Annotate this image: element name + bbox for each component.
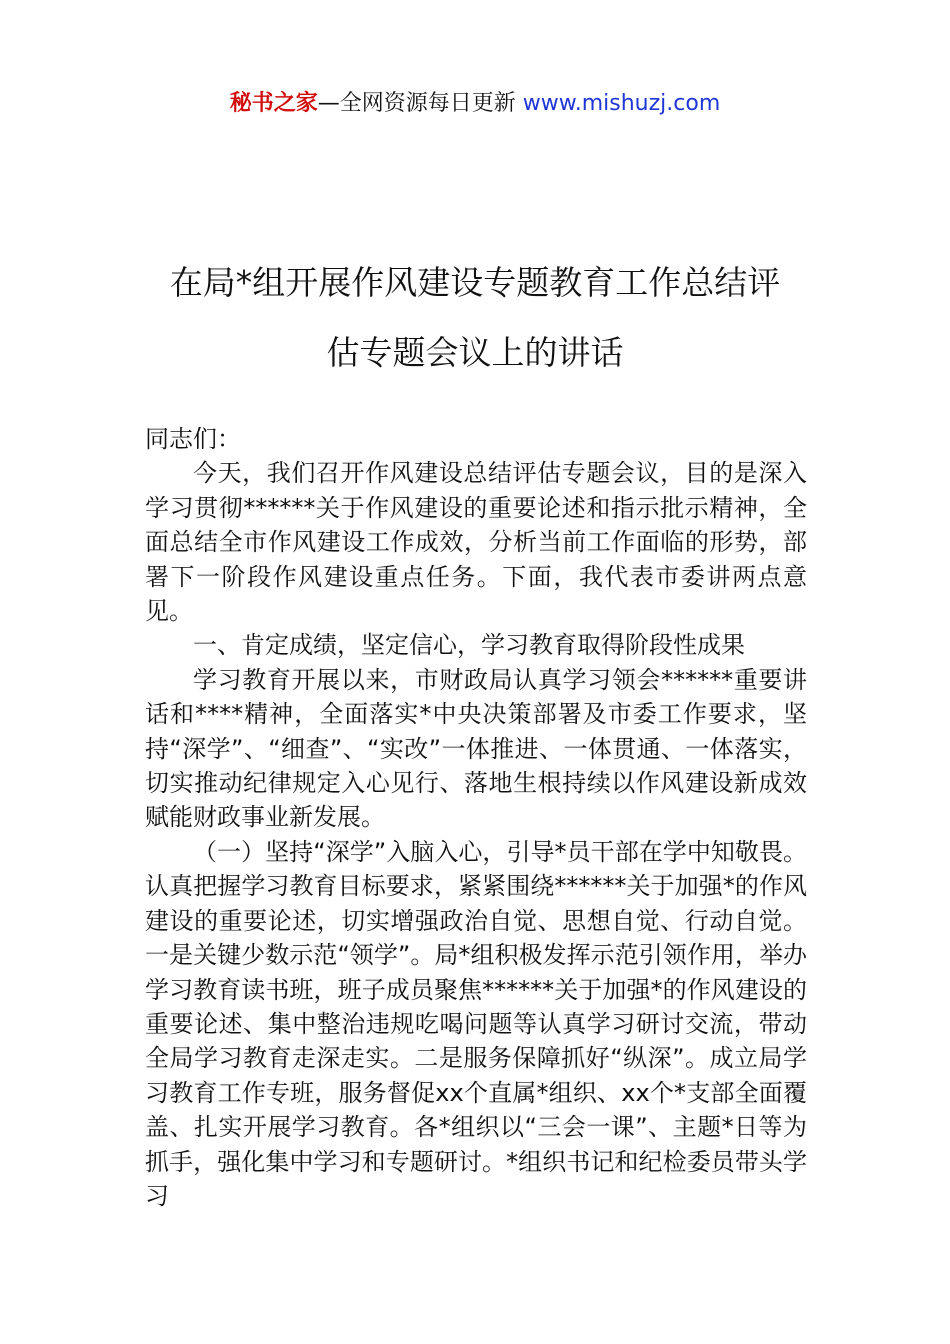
site-header (0, 88, 950, 120)
paragraph-overview: 学习教育开展以来，市财政局认真学习领会******重要讲话和****精神，全面落实*中央决策部署及市委工作要求，坚持“深学”、“细查”、“实改”一体推进、一体贯通、一体落实，切实推动纪律规定入心见行、落地生根持续以作风建设新成效赋能财政事业新发展。 (145, 665, 807, 832)
paragraph-intro: 今天，我们召开作风建设总结评估专题会议，目的是深入学习贯彻******关于作风建设的重要论述和指示批示精神，全面总结全市作风建设工作成效，分析当前工作面临的形势，部署下一阶段作风建设重点任务。下面，我代表市委讲两点意见。 (145, 459, 807, 626)
title-line-2: 估专题会议上的讲话 (326, 333, 624, 372)
site-url-link[interactable]: www.mishuzj.com (522, 91, 721, 116)
document-title (145, 248, 805, 388)
document-body (145, 422, 807, 1213)
site-name: 秘书之家 (229, 91, 318, 116)
section-heading-1: 一、肯定成绩，坚定信心，学习教育取得阶段性成果 (193, 631, 745, 660)
paragraph-deep-study: （一）坚持“深学”入脑入心，引导*员干部在学中知敬畏。认真把握学习教育目标要求，紧紧围绕******关于加强*的作风建设的重要论述，切实增强政治自觉、思想自觉、行动自觉。一是关键少数示范“领学”。局*组积极发挥示范引领作用，举办学习教育读书班，班子成员聚焦******关于加强*的作风建设的重要论述、集中整治违规吃喝问题等认真学习研讨交流，带动全局学习教育走深走实。二是服务保障抓好“纵深”。成立局学习教育工作专班，服务督促xx个直属*组织、xx个*支部全面覆盖、扎实开展学习教育。各*组织以“三会一课”、主题*日等为抓手，强化集中学习和专题研讨。*组织书记和纪检委员带头学习 (145, 837, 807, 1210)
title-line-1: 在局*组开展作风建设专题教育工作总结评 (169, 263, 781, 302)
salutation: 同志们： (145, 425, 241, 453)
site-slogan: —全网资源每日更新 (317, 91, 523, 116)
